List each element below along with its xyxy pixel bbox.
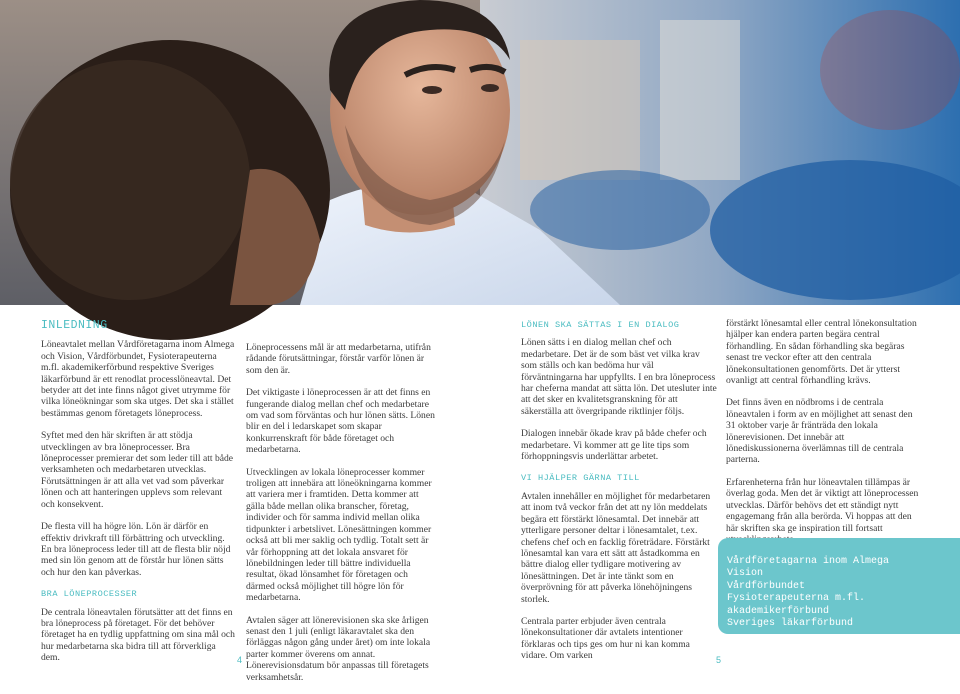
page-number-left: 4 [237,655,243,665]
paragraph: De centrala löneavtalen förutsätter att det finns en bra löneprocess på företaget. För det behöver företaget ha en tydlig uppfattning om sina mål och hur medarbetarna ska bidra till att förverkliga dem. [41,606,235,664]
paragraph: Det finns även en nödbroms i de centrala löneavtalen i form av en möjlighet att senast den 31 oktober varje år fränträda den lokala lönerevisionen. Det innebär att lönediskussionerna överlämnas till de centrala parterna. [726,397,913,466]
paragraph: Avtalen innehåller en möjlighet för medarbetaren att inom två veckor från det att ny lön meddelats begära ett förstärkt lönesamtal. Det innebär att ytterligare personer deltar i lönesamtalet, t.ex. chefens chef och en facklig företrädare. Förstärkt lönesamtal kan vara ett sätt att åstadkomma en bättre dialog eller tydligare motivering av lönesättningen. Det är inte tänkt som en överprövning för att påverka lönehöjningens storlek. [521,490,711,605]
paragraph: Erfarenheterna från hur löneavtalen tillämpas är överlag goda. Men det är viktigt att löneprocessen utvecklas. Därför behövs det ett ständigt nytt engagemang från alla berörda. Vi hoppas att den här skriften ska ge inspiration till fortsatt [726,476,919,534]
section-heading-bra-loneprocesser: BRA LÖNEPROCESSER [41,589,138,600]
column-negotiation [726,318,920,556]
column-process [246,342,438,694]
column-dialog [521,318,717,673]
paragraph: Utvecklingen av lokala löneprocesser kommer troligen att innebära att löneökningarna kommer att variera mer i framtiden. Detta kommer att gälla både mellan olika branscher, företag, individer och för samma individ mellan olika tidpunkter i arbetslivet. Lönesättningen kommer också att bli mer saklig och tydlig. Totalt sett är vår förhoppning att det lokala ansvaret för lönebildningen leder till bättre individuella resultat, ökad lönsamhet för företagen och därmed också möjlighet till högre lön för medarbetarna. [246,466,432,604]
paragraph: De flesta vill ha högre lön. Lön är därför en effektiv drivkraft till förbättring och utveckling. En bra löneprocess leder till att de flesta blir nöjd med sin lön genom att de förstår hur lönen sätts och hur den kan påverkas. [41,521,231,578]
column-intro [41,318,237,675]
org-line: Vårdförbundet [727,580,806,592]
section-heading-vi-hjalper: VI HJÄLPER GÄRNA TILL [521,473,640,484]
org-line: Vision [727,568,764,580]
organizations-box [718,538,960,634]
photo-illustration [0,0,960,305]
page-number-right: 5 [716,655,722,665]
paragraph: Dialogen innebär ökade krav på både chefer och medarbetare. Vi kommer att ge lite tips som förhoppningsvis underlättar arbetet. [521,428,707,463]
paragraph: Centrala parter erbjuder även centrala lönekonsultationer där avtalets intentioner förklaras och tips ges om hur ni kan komma vidare. Om varken [521,615,690,662]
header-photo [0,0,960,305]
paragraph: Det viktigaste i löneprocessen är att det finns en fungerande dialog mellan chef och medarbetare om vad som förväntas och hur lönen sätts. Lönen blir en del i ledarskapet som skapar konkurrenskraft för både företaget och medarbetarna. [246,387,435,456]
paragraph: Avtalen säger att lönerevisionen ska ske årligen senast den 1 juli (enligt läkaravtalet ska den förläggas någon gång under året) om inte lokala parter kommer överens om annat. Lönerevisionsdatum bör anpassas till företagets verksamhetsår. [246,614,431,683]
org-line: Fysioterapeuterna m.fl. akademikerförbund [727,593,866,617]
paragraph: Syftet med den här skriften är att stödja utvecklingen av bra löneprocesser. Bra löneprocesser premierar det som leder till att både verksamheten och medarbetaren utvecklas. Förutsättningen är att alla vet vad som påverkar lönen och att hanteringen upplevs som relevant och konsekvent. [41,430,234,510]
paragraph: förstärkt lönesamtal eller central lönekonsultation hjälper kan endera parten begära central förhandling. En sådan förhandling ska begäras senast tre veckor efter att den centrala lönekonsultationen genomförts. Det är ytterst ovanligt att central förhandling krävs. [726,318,917,387]
paragraph: Lönen sätts i en dialog mellan chef och medarbetare. Det är de som bäst vet vilka krav som ställs och kan bedöma hur väl förväntningarna har uppfyllts. I en bra löneprocess har cheferna mandat att sätta lön. Det utesluter inte att det sker en kvalitetsgranskning för att säkerställa att övergripande riktlinjer följs. [521,337,717,417]
org-line: Vårdföretagarna inom Almega [727,556,890,567]
org-line: Sveriges läkarförbund [727,618,854,630]
paragraph: Löneavtalet mellan Vårdföretagarna inom Almega och Vision, Vårdförbundet, Fysioterapeuterna m.fl. akademikerförbund respektive Sveriges läkarförbund är ett renodlat processlöneavtal. Det betyder att det inte finns något givet utrymme för vilka löneökningar som ska utges. Det ska i stället bestämmas genom företagets löneprocess. [41,339,235,419]
paragraph: Löneprocessens mål är att medarbetarna, utifrån rådande förutsättningar, förstår varför lönen är som den är. [246,342,431,376]
section-heading-dialog: LÖNEN SKA SÄTTAS I EN DIALOG [521,320,680,330]
section-heading-inledning: INLEDNING [41,319,108,332]
